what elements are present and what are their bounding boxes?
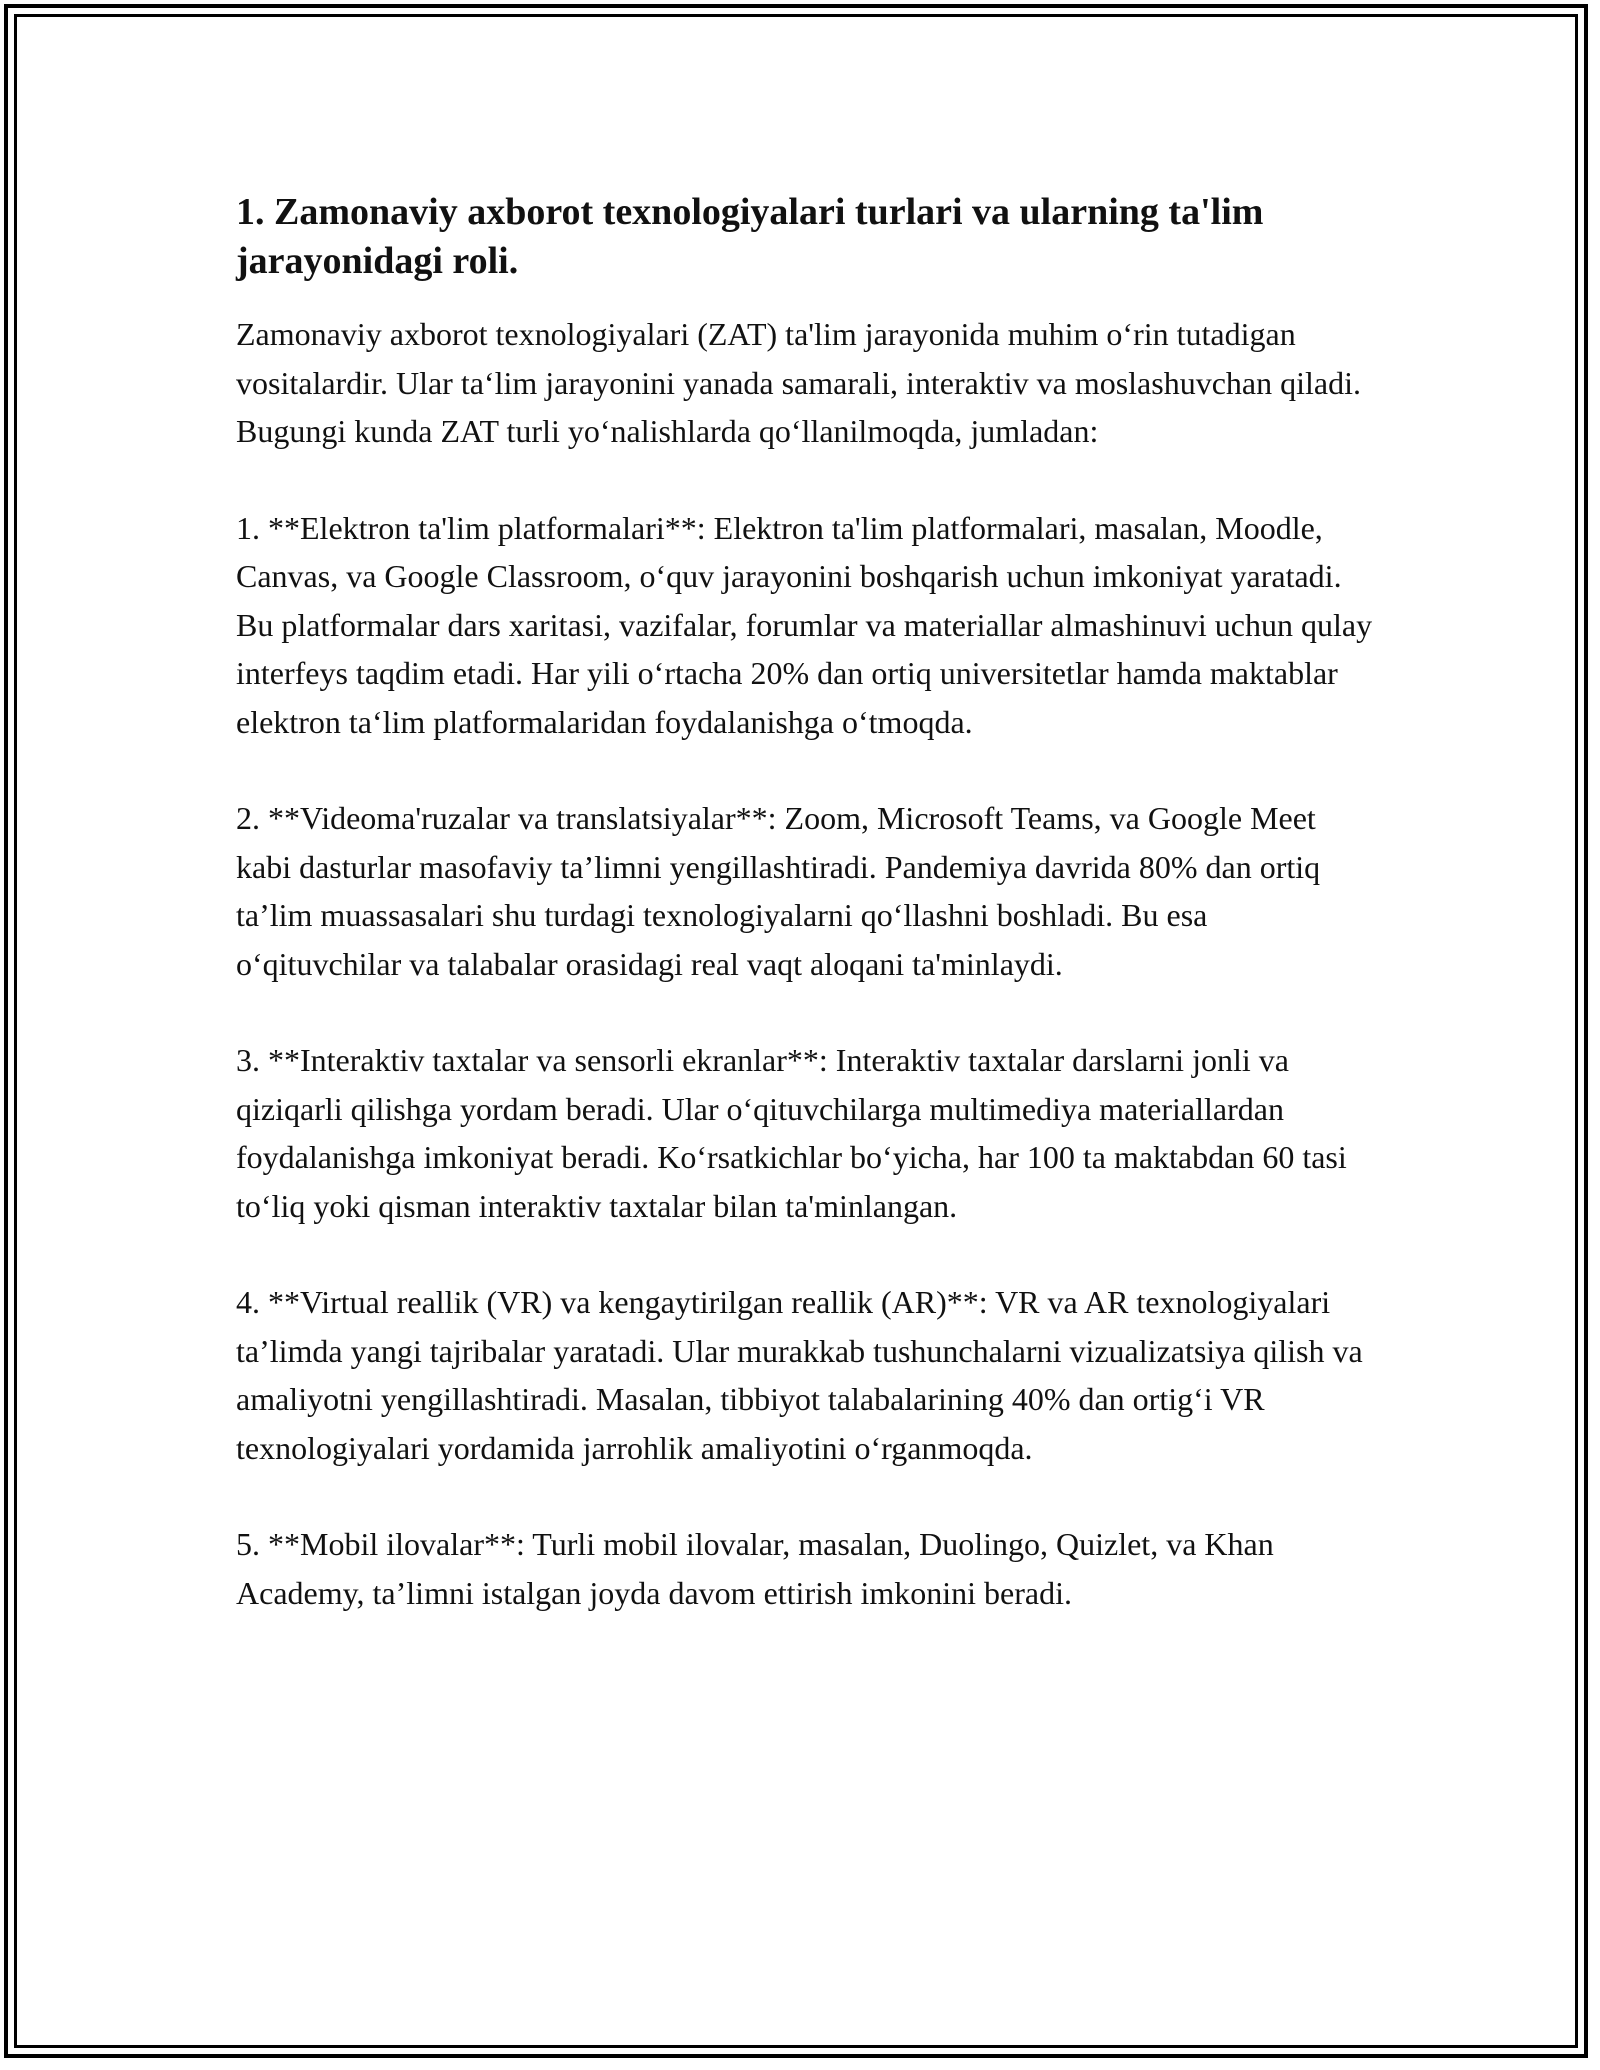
item-mobile-apps: 5. **Mobil ilovalar**: Turli mobil ilovalar, masalan, Duolingo, Quizlet, va Khan Academy, ta’limni istalgan joyda davom ettirish imkonini beradi. (236, 1526, 1274, 1611)
item-elearning-platforms: 1. **Elektron ta'lim platformalari**: Elektron ta'lim platformalari, masalan, Moodle, Canvas, va Google Classroom, o‘quv jarayonini boshqarish uchun imkoniyat yaratadi. Bu platformalar dars xaritasi, vazifalar, forumlar va materiallar almashinuvi uchun qulay interfeys taqdim etadi. Har yili o‘rtacha 20% dan ortiq universitetlar hamda maktablar elektron ta‘lim platformalaridan foydalanishga o‘tmoqda. (236, 509, 1373, 740)
intro-paragraph: Zamonaviy axborot texnologiyalari (ZAT) ta'lim jarayonida muhim o‘rin tutadigan vositalardir. Ular ta‘lim jarayonini yanada samarali, interaktiv va moslashuvchan qiladi. Bugungi kunda ZAT turli yo‘nalishlarda qo‘llanilmoqda, jumladan: (236, 316, 1361, 449)
document-body (236, 188, 1376, 1617)
document-heading: 1. Zamonaviy axborot texnologiyalari turlari va ularning ta'lim jarayonidagi roli. (236, 191, 1264, 282)
item-interactive-boards: 3. **Interaktiv taxtalar va sensorli ekranlar**: Interaktiv taxtalar darslarni jonli va qiziqarli qilishga yordam beradi. Ular o‘qituvchilarga multimediya materiallardan foydalanishga imkoniyat beradi. Ko‘rsatkichlar bo‘yicha, har 100 ta maktabdan 60 tasi to‘liq yoki qisman interaktiv taxtalar bilan ta'minlangan. (236, 1042, 1347, 1224)
item-vr-ar: 4. **Virtual reallik (VR) va kengaytirilgan reallik (AR)**: VR va AR texnologiyalari ta’limda yangi tajribalar yaratadi. Ular murakkab tushunchalarni vizualizatsiya qilish va amaliyotni yengillashtiradi. Masalan, tibbiyot talabalarining 40% dan ortig‘i VR texnologiyalari yordamida jarrohlik amaliyotini o‘rganmoqda. (236, 1284, 1363, 1466)
item-video-lectures: 2. **Videoma'ruzalar va translatsiyalar**: Zoom, Microsoft Teams, va Google Meet kabi dasturlar masofaviy ta’limni yengillashtiradi. Pandemiya davrida 80% dan ortiq ta’lim muassasalari shu turdagi texnologiyalarni qo‘llashni boshladi. Bu esa o‘qituvchilar va talabalar orasidagi real vaqt aloqani ta'minlaydi. (236, 800, 1321, 982)
